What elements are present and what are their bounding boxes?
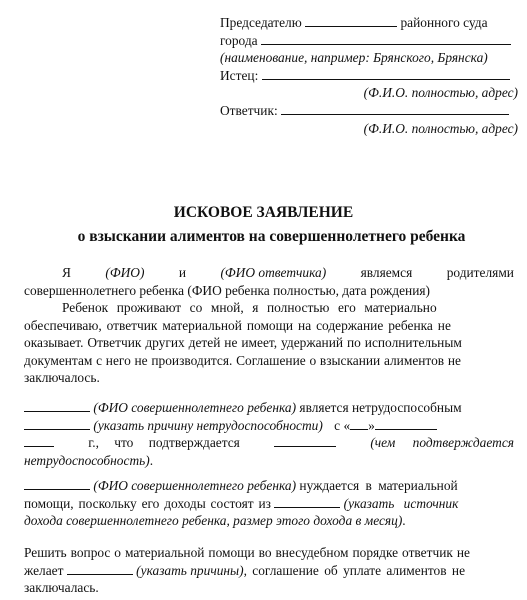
court-header bbox=[220, 14, 518, 137]
p3-blank-reason bbox=[24, 417, 90, 430]
p5-not-want: желает bbox=[24, 562, 64, 578]
p2-line1 bbox=[24, 299, 514, 317]
p2-line3: оказывает. Ответчик других детей не имеет, удержаний по исполнительным bbox=[24, 335, 462, 351]
p1-line2: совершеннолетнего ребенка (ФИО ребенка полностью, дата рождения) bbox=[24, 282, 430, 298]
p4-income: помощи, поскольку его доходы состоят из bbox=[24, 495, 271, 511]
chairman-prefix: Председателю bbox=[220, 15, 302, 30]
p5-line2 bbox=[24, 562, 514, 580]
plaintiff-label: Истец: bbox=[220, 67, 259, 83]
p1-ya: Я bbox=[62, 265, 71, 280]
defendant-line bbox=[220, 102, 518, 120]
p4-blank-income bbox=[274, 495, 340, 508]
p4-fio-child: (ФИО совершеннолетнего ребенка) bbox=[93, 478, 297, 493]
p3-year: г., что подтверждается bbox=[88, 435, 240, 451]
p5-reason: (указать причины) bbox=[136, 562, 244, 578]
p1-parents: родителями bbox=[446, 265, 514, 280]
p4-line1 bbox=[24, 477, 514, 495]
p3-blank-confirm bbox=[274, 434, 336, 447]
p1-fio-defendant: (ФИО ответчика) bbox=[220, 265, 327, 280]
defendant-blank bbox=[281, 102, 509, 115]
p5-line1: Решить вопрос о материальной помощи во внесудебном порядке ответчик не bbox=[24, 545, 470, 560]
p1-and: и bbox=[178, 265, 187, 280]
p4-needs: нуждается в материальной bbox=[299, 478, 458, 493]
city-blank bbox=[261, 32, 511, 45]
p2-line1-text: Ребенок проживают со мной, я полностью его материально bbox=[62, 300, 437, 315]
p3-confirm: (чем подтверждается bbox=[370, 435, 514, 451]
p3-confirm2: нетрудоспособность) bbox=[24, 452, 150, 468]
chairman-suffix: районного суда bbox=[400, 15, 488, 30]
p4-line2 bbox=[24, 495, 514, 513]
paragraph-parents bbox=[24, 264, 514, 299]
document-title: ИСКОВОЕ ЗАЯВЛЕНИЕ bbox=[173, 204, 354, 221]
paragraph-refusal bbox=[24, 544, 514, 597]
defendant-note: (Ф.И.О. полностью, адрес) bbox=[363, 120, 518, 136]
p3-line1 bbox=[24, 399, 514, 417]
p3-line3 bbox=[24, 434, 514, 452]
p3-is-disabled: является нетрудоспособным bbox=[299, 400, 462, 415]
p3-blank-name bbox=[24, 399, 90, 412]
p1-fio: (ФИО) bbox=[105, 265, 145, 280]
p5-blank-reason bbox=[67, 562, 133, 575]
p5-agreement: , соглашение об уплате алиментов не bbox=[243, 562, 466, 578]
p4-dot: . bbox=[402, 513, 406, 529]
p3-dot: . bbox=[149, 452, 154, 468]
p3-since: с « bbox=[334, 417, 351, 433]
p4-line3 bbox=[24, 512, 514, 530]
p3-fio-child: (ФИО совершеннолетнего ребенка) bbox=[93, 400, 297, 415]
p3-blank-month bbox=[375, 417, 437, 430]
defendant-label: Ответчик: bbox=[220, 102, 278, 118]
city-label: города bbox=[220, 32, 258, 48]
paragraph-need bbox=[24, 477, 514, 530]
p3-blank-year bbox=[24, 434, 54, 447]
city-note: (наименование, например: Брянского, Брянска) bbox=[220, 50, 488, 66]
p3-blank-day bbox=[350, 417, 368, 430]
plaintiff-note: (Ф.И.О. полностью, адрес) bbox=[363, 85, 518, 101]
court-name-blank bbox=[305, 14, 397, 27]
p1-are: являемся bbox=[360, 265, 413, 280]
p2-line2: обеспечиваю, ответчик материальной помощи на содержание ребенка не bbox=[24, 317, 451, 333]
document-subtitle: о взыскании алиментов на совершеннолетнего ребенка bbox=[77, 228, 466, 245]
plaintiff-blank bbox=[262, 67, 510, 80]
p1-line1 bbox=[24, 264, 514, 282]
p3-line4 bbox=[24, 452, 514, 470]
p4-income-desc: дохода совершеннолетнего ребенка, размер этого дохода в месяц) bbox=[24, 513, 403, 529]
p2-line5: заключалось. bbox=[24, 370, 100, 386]
p4-source: (указать источник bbox=[343, 495, 459, 511]
plaintiff-line bbox=[220, 67, 518, 85]
p3-line2 bbox=[24, 417, 514, 435]
chairman-line bbox=[220, 14, 518, 32]
p3-reason: (указать причину нетрудоспособности) bbox=[93, 417, 323, 433]
p5-line3: заключалась. bbox=[24, 580, 99, 596]
city-line bbox=[220, 32, 518, 50]
p3-quote-close: » bbox=[368, 417, 375, 433]
p4-blank-name bbox=[24, 477, 90, 490]
paragraph-disability bbox=[24, 399, 514, 469]
p2-line4: документам с него не производится. Соглашение о взыскании алиментов не bbox=[24, 352, 461, 368]
paragraph-support bbox=[24, 299, 514, 387]
